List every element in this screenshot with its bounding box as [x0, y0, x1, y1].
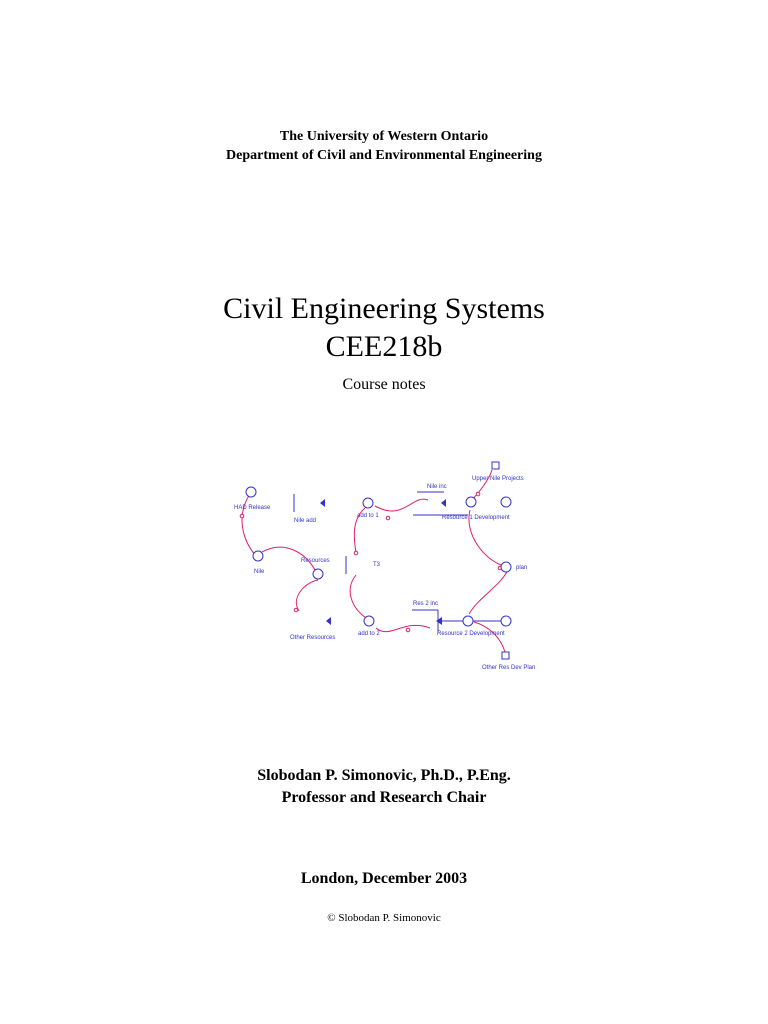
label-t3: T3	[373, 562, 381, 568]
link-had-to-nile	[242, 494, 256, 556]
ghost-node	[501, 616, 511, 626]
link-res1-to-add1	[375, 499, 428, 511]
course-code: CEE218b	[325, 330, 443, 363]
link-upper-to-res1	[472, 470, 492, 500]
nile-node	[253, 551, 263, 561]
add-to-1-node	[363, 498, 373, 508]
source-triangle-icon	[320, 499, 325, 507]
label-had-release: HAD Release	[234, 505, 271, 511]
label-nile-add: Nile add	[294, 518, 317, 524]
source-triangle-icon	[441, 499, 446, 507]
author-block	[0, 765, 768, 809]
label-plan: plan	[516, 565, 528, 571]
label-other-resources: Other Resources	[290, 635, 336, 641]
label-resource-2-development: Resource 2 Development	[437, 631, 505, 637]
document-subtitle: Course notes	[342, 376, 426, 393]
link-connector	[354, 551, 358, 555]
link-otherplan-to-res2	[474, 622, 505, 652]
link-t3-to-add2	[350, 575, 366, 618]
other-res-dev-plan-node	[502, 652, 509, 659]
label-res-2-inc: Res 2 inc	[413, 601, 439, 607]
link-connector	[476, 492, 480, 496]
copyright-notice: © Slobodan P. Simonovic	[327, 912, 441, 924]
resource-1-development-node	[466, 497, 476, 507]
place-and-date: London, December 2003	[300, 870, 468, 887]
plan-node	[501, 562, 511, 572]
flow-arrow-icon	[436, 617, 442, 625]
label-upper-nile-projects: Upper Nile Projects	[472, 476, 524, 482]
label-add-to-2: add to 2	[358, 631, 380, 637]
ghost-node	[501, 497, 511, 507]
link-connector	[406, 628, 410, 632]
author-name: Slobodan P. Simonovic, Ph.D., P.Eng.	[257, 767, 511, 784]
author-position: Professor and Research Chair	[281, 789, 487, 806]
label-other-res-dev-plan: Other Res Dev Plan	[482, 665, 536, 671]
link-connector	[294, 608, 298, 612]
label-nile-inc: Nile inc	[427, 484, 447, 490]
link-connector	[386, 516, 390, 520]
link-resources-to-other	[296, 580, 318, 611]
link-plan-to-res2	[469, 570, 508, 614]
label-resources: Resources	[301, 558, 330, 564]
university-name: The University of Western Ontario	[279, 129, 489, 144]
link-add2-to-res2	[376, 625, 430, 631]
label-nile: Nile	[254, 569, 265, 575]
label-resource-1-development: Resource 1 Development	[442, 515, 510, 521]
source-triangle-icon	[326, 617, 331, 625]
label-add-to-1: add to 1	[357, 513, 379, 519]
resource-2-development-node	[463, 616, 473, 626]
had-release-node	[246, 487, 256, 497]
upper-nile-projects-node	[492, 462, 499, 469]
department-name: Department of Civil and Environmental Engineering	[226, 148, 542, 163]
title-line-1: Civil Engineering Systems	[223, 292, 545, 325]
link-connector	[240, 514, 244, 518]
resources-node	[313, 569, 323, 579]
add-to-2-node	[364, 616, 374, 626]
